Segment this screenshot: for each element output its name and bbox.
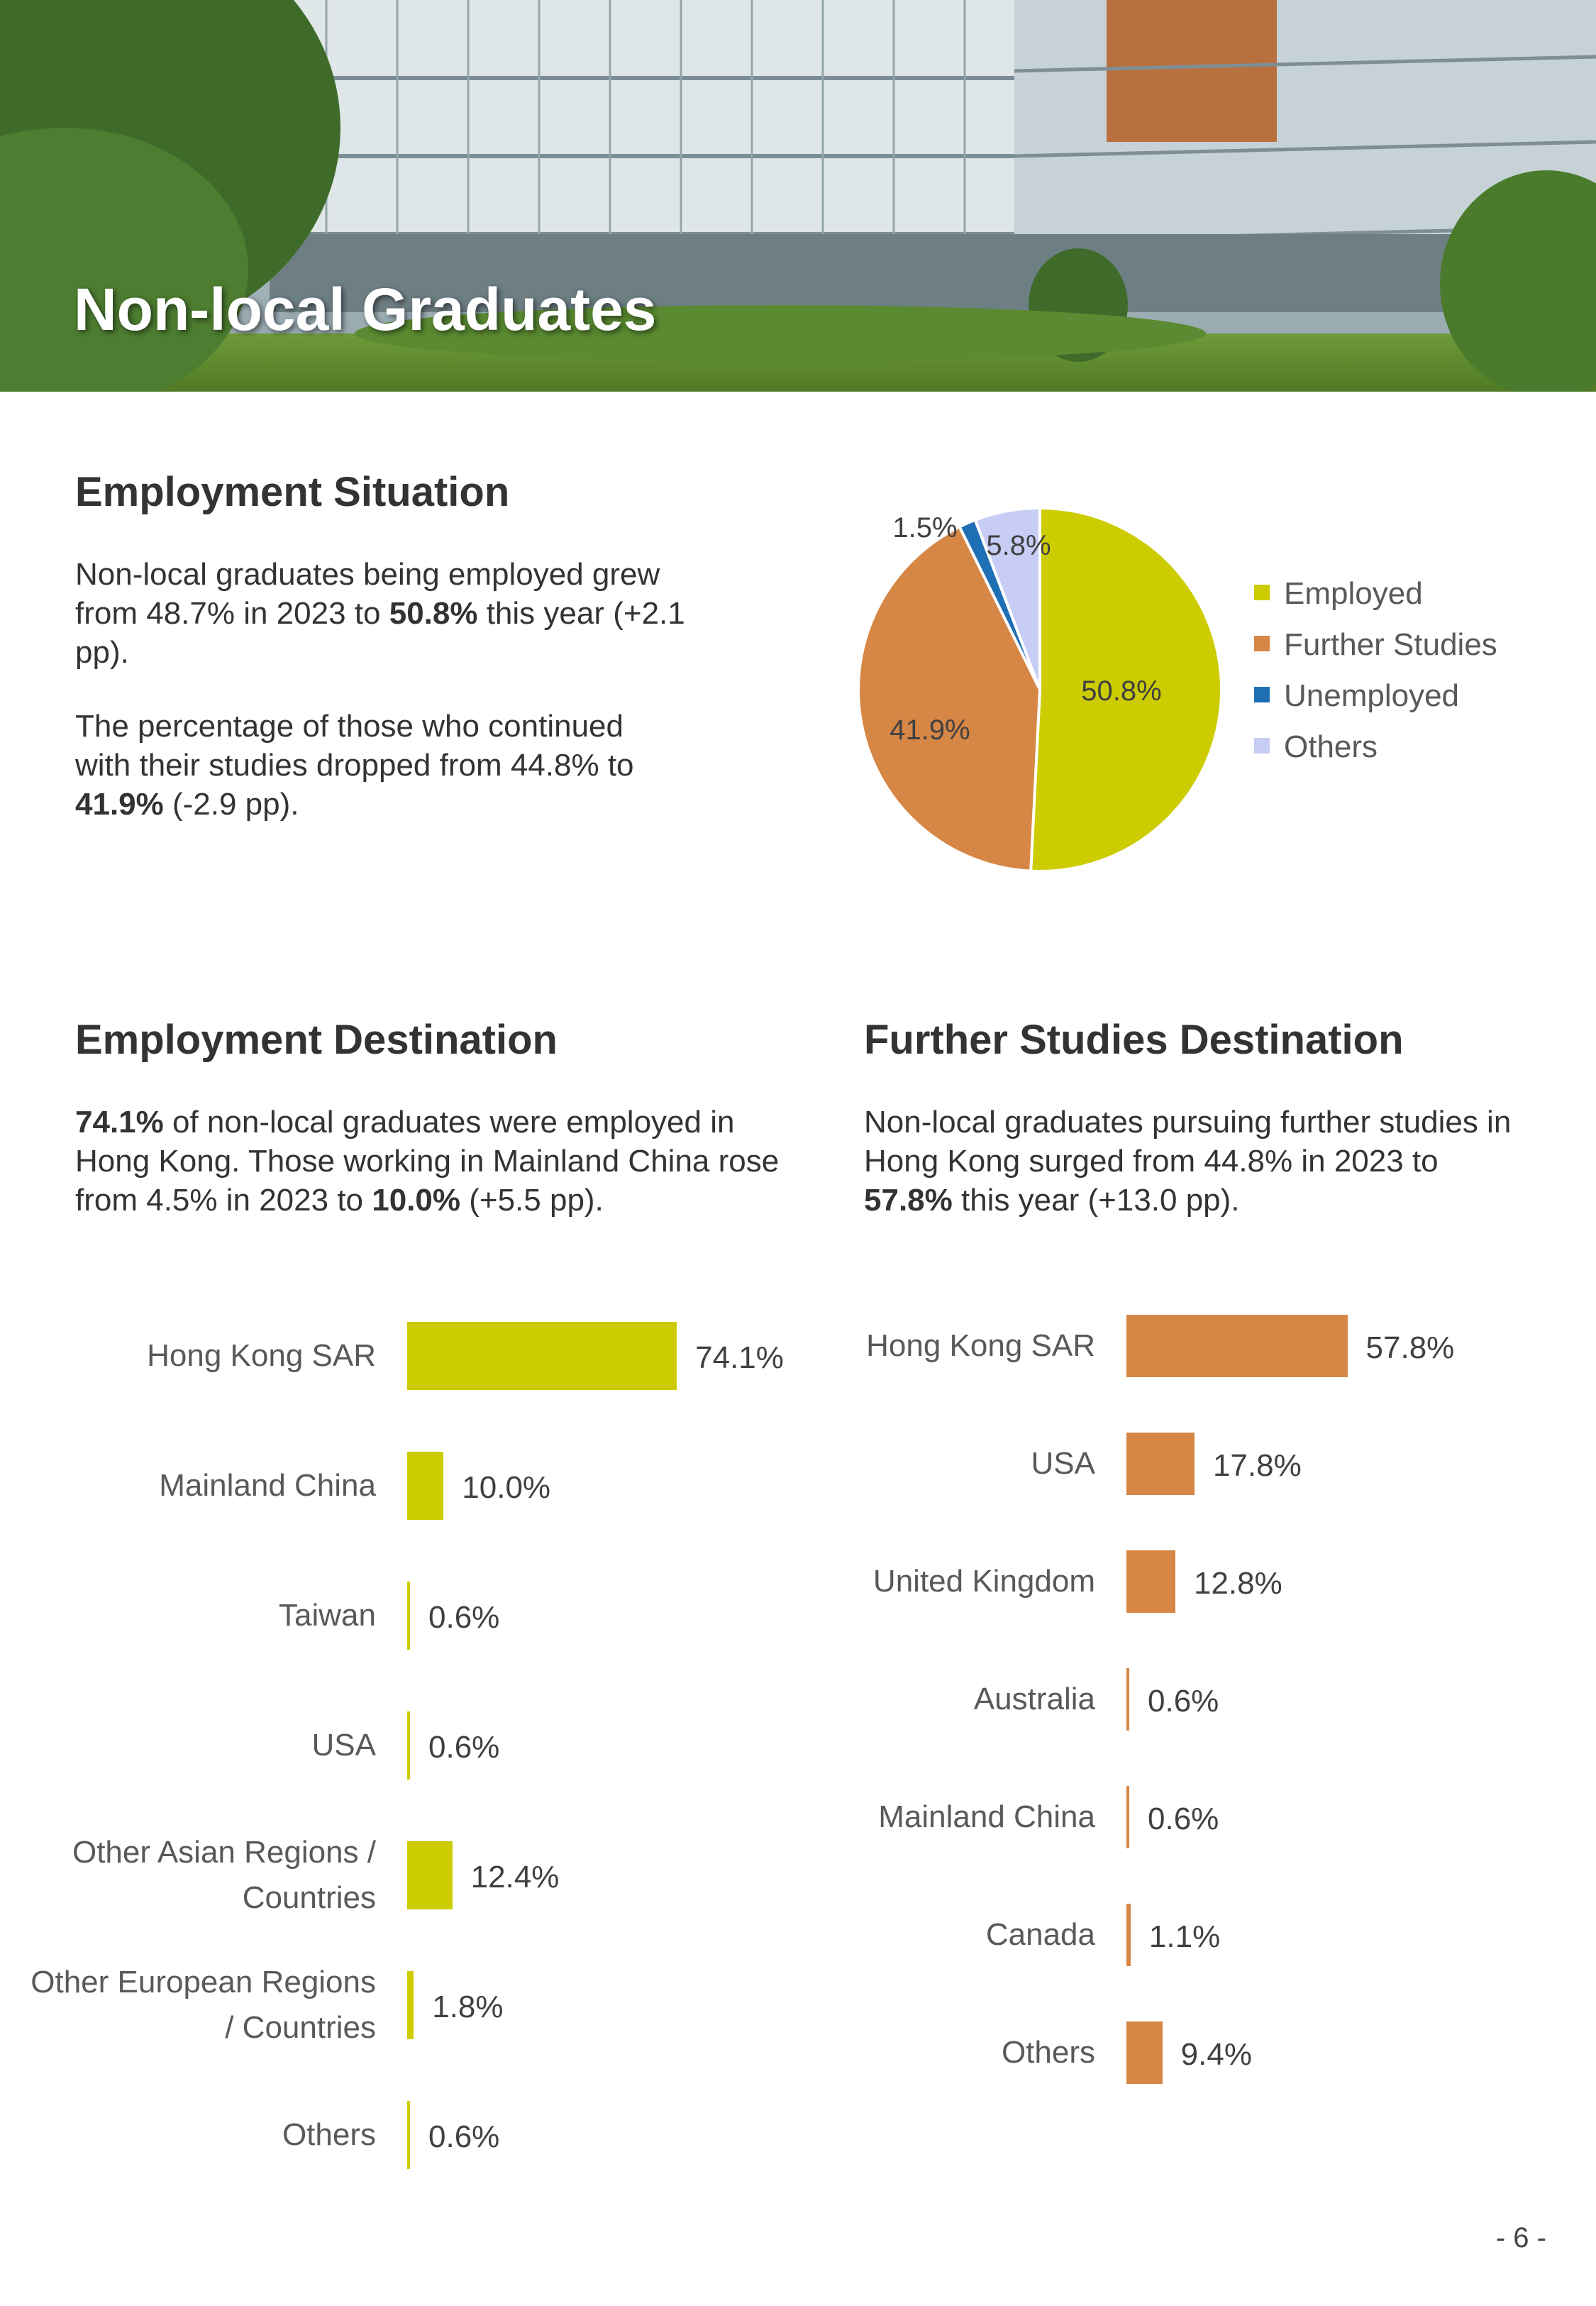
pie-label-unemployed: 1.5% xyxy=(892,512,958,544)
header-banner xyxy=(0,0,1596,392)
legend-label-others: Others xyxy=(1284,729,1378,764)
legend-label-unemployed: Unemployed xyxy=(1284,678,1460,713)
further-studies-destination-category-others: Others xyxy=(1001,2035,1095,2070)
employment-destination-category-taiwan: Taiwan xyxy=(279,1598,376,1633)
further-studies-destination-value-australia: 0.6% xyxy=(1148,1684,1219,1719)
legend-item-further-studies xyxy=(1254,627,1497,663)
employment-situation-paragraph-1: Non-local graduates being employed grew from 48.7% in 2023 to 50.8% this year (+2.1 pp). xyxy=(75,557,685,670)
further-studies-destination-value-others: 9.4% xyxy=(1180,2037,1252,2072)
further-studies-destination-bar-hong-kong-sar xyxy=(1126,1315,1348,1377)
further-studies-destination-value-canada: 1.1% xyxy=(1148,1919,1221,1954)
pie-label-employed: 50.8% xyxy=(1081,675,1162,707)
legend-swatch-further-studies xyxy=(1254,636,1270,651)
further-studies-destination-bar-others xyxy=(1126,2021,1163,2084)
employment-destination-category-mainland-china: Mainland China xyxy=(159,1468,376,1503)
further-studies-destination-value-hong-kong-sar: 57.8% xyxy=(1365,1330,1455,1365)
further-studies-destination-value-usa: 17.8% xyxy=(1212,1448,1302,1483)
further-studies-destination-bar-mainland-china xyxy=(1126,1786,1129,1848)
employment-destination-bar-other-asian-regions-countries xyxy=(407,1841,453,1909)
employment-situation-paragraph-2: The percentage of those who continued with their studies dropped from 44.8% to 41.9% (-2.9 pp). xyxy=(75,709,634,822)
page-number: - 6 - xyxy=(1495,2222,1546,2253)
employment-destination-bar-mainland-china xyxy=(407,1452,443,1520)
employment-destination-value-hong-kong-sar: 74.1% xyxy=(695,1340,784,1375)
pie-label-further-studies: 41.9% xyxy=(890,715,970,746)
employment-destination-heading: Employment Destination xyxy=(75,1017,558,1063)
further-studies-destination-value-united-kingdom: 12.8% xyxy=(1193,1566,1282,1601)
further-studies-destination-category-hong-kong-sar: Hong Kong SAR xyxy=(866,1328,1095,1363)
employment-destination-category-other-asian-regions-countries: Other Asian Regions / Countries xyxy=(72,1835,376,1915)
further-studies-destination-bar-united-kingdom xyxy=(1126,1550,1175,1613)
employment-destination-value-taiwan: 0.6% xyxy=(428,1600,500,1635)
page-title: Non-local Graduates xyxy=(74,276,657,343)
legend-item-unemployed xyxy=(1254,678,1459,714)
employment-destination-category-hong-kong-sar: Hong Kong SAR xyxy=(147,1338,376,1373)
further-studies-destination-category-australia: Australia xyxy=(973,1682,1095,1716)
employment-destination-value-mainland-china: 10.0% xyxy=(462,1470,551,1505)
further-studies-destination-paragraph: Non-local graduates pursuing further studies in Hong Kong surged from 44.8% in 2023 to 57.8% this year (+13.0 pp). xyxy=(864,1105,1512,1218)
employment-destination-value-other-asian-regions-countries: 12.4% xyxy=(470,1860,560,1894)
further-studies-destination-heading: Further Studies Destination xyxy=(864,1017,1404,1063)
further-studies-destination-category-usa: USA xyxy=(1031,1446,1095,1481)
further-studies-destination-bar-australia xyxy=(1126,1668,1129,1731)
further-studies-destination-bar-canada xyxy=(1126,1904,1131,1966)
employment-destination-value-others: 0.6% xyxy=(428,2119,500,2154)
legend-swatch-employed xyxy=(1254,585,1270,600)
employment-destination-value-other-european-regions-countries: 1.8% xyxy=(432,1990,504,2024)
pie-label-others: 5.8% xyxy=(986,530,1051,561)
employment-destination-bar-others xyxy=(407,2101,410,2169)
employment-destination-bar-taiwan xyxy=(407,1582,410,1650)
employment-destination-bar-usa xyxy=(407,1711,410,1780)
further-studies-destination-category-canada: Canada xyxy=(985,1917,1095,1952)
further-studies-destination-category-united-kingdom: United Kingdom xyxy=(872,1564,1095,1599)
legend-item-employed xyxy=(1254,576,1423,612)
legend-label-further-studies: Further Studies xyxy=(1284,627,1497,662)
employment-destination-category-others: Others xyxy=(282,2117,376,2152)
employment-destination-category-usa: USA xyxy=(311,1728,376,1762)
employment-situation-heading: Employment Situation xyxy=(75,469,510,515)
employment-destination-bar-hong-kong-sar xyxy=(407,1322,677,1390)
further-studies-destination-bar-usa xyxy=(1126,1433,1195,1495)
employment-situation-pie-chart xyxy=(841,491,1238,888)
employment-destination-bar-other-european-regions-countries xyxy=(407,1971,414,2039)
legend-label-employed: Employed xyxy=(1284,576,1423,611)
legend-item-others xyxy=(1254,729,1378,765)
employment-destination-paragraph: 74.1% of non-local graduates were employed in Hong Kong. Those working in Mainland China rose from 4.5% in 2023 to 10.0% (+5.5 pp). xyxy=(75,1105,780,1218)
legend-swatch-unemployed xyxy=(1254,687,1270,702)
further-studies-destination-category-mainland-china: Mainland China xyxy=(878,1799,1095,1834)
employment-destination-value-usa: 0.6% xyxy=(428,1730,500,1765)
further-studies-destination-value-mainland-china: 0.6% xyxy=(1148,1802,1219,1836)
legend-swatch-others xyxy=(1254,738,1270,754)
employment-destination-category-other-european-regions-countries: Other European Regions / Countries xyxy=(31,1965,376,2045)
